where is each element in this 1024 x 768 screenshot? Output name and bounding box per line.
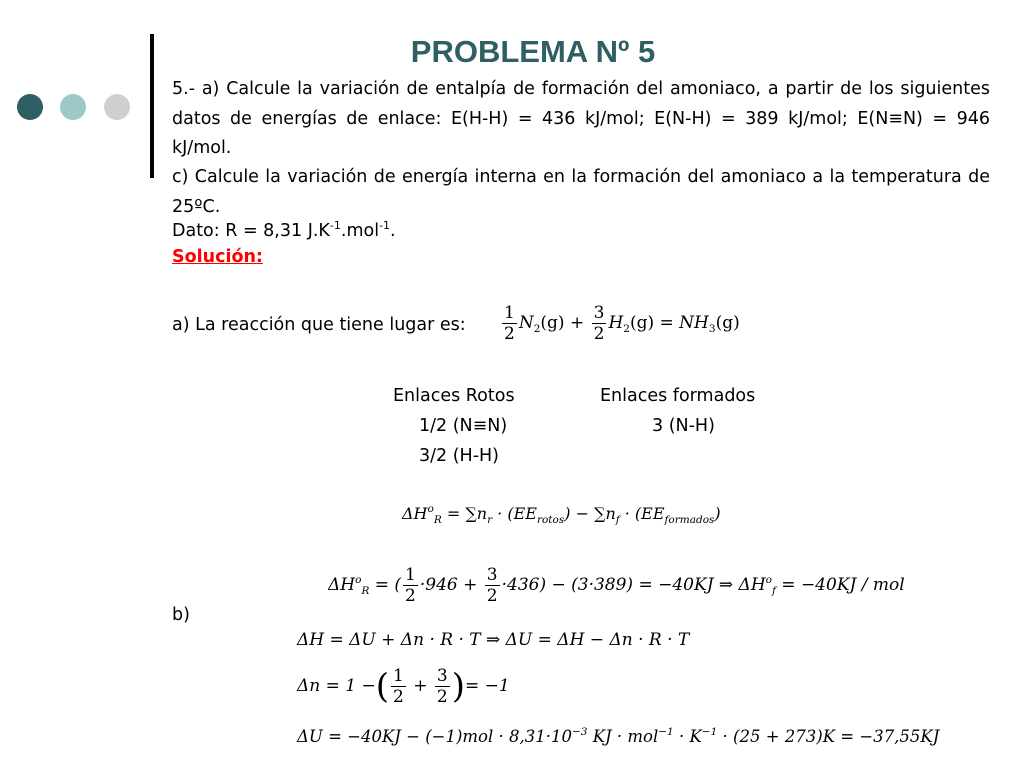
decor-dot-dark xyxy=(17,94,43,120)
delta-n-calculation: Δn = 1 −( $\frac{1}{2}$ + $\frac{3}{2}$ )= −1 xyxy=(297,666,510,707)
decor-dot-mid xyxy=(60,94,86,120)
page-title: PROBLEMA Nº 5 xyxy=(410,34,656,69)
statement-part-c: c) Calcule la variación de energía interna en la formación del amoniaco a la temperatura de 25ºC. xyxy=(172,167,990,217)
part-a-intro: a) La reacción que tiene lugar es: xyxy=(172,315,466,335)
statement-dato: Dato: R = 8,31 $J.K^{-1}.mol^{-1}$. xyxy=(172,219,396,241)
header-formed-bonds: Enlaces formados xyxy=(600,386,756,406)
internal-energy-result: $\Delta U = -40KJ - (-1)mol \cdot 8,31\cdot 10^{-3}$ KJ · $mol^{-1} \cdot K^{-1} \cdot (25 + 273)K = -37,55KJ$ xyxy=(297,726,940,746)
statement-part-a: 5.- a) Calcule la variación de entalpía de formación del amoniaco, a partir de los siguientes datos de energías de enlace: E(H-H) = 436 kJ/mol; E(N-H) = 389 kJ/mol; E(N≡N) = 946 kJ/mol. xyxy=(172,79,990,158)
decor-dot-light xyxy=(104,94,130,120)
enthalpy-calculation: $\Delta H^o_R$ = ( $\frac{1}{2}$ ·946 + $\frac{3}{2}$ ·436) − (3·389) = −40KJ ⇒ $\Delta H^o_f = -40KJ$ / mol xyxy=(328,565,905,601)
header-broken-bonds: Enlaces Rotos xyxy=(393,386,515,406)
reaction-equation: $\frac{1}{2}$ $N_2(g)$ + $\frac{3}{2}$ $H_2(g) = NH_3(g)$ xyxy=(504,303,740,344)
formed-bond-nh: 3 (N-H) xyxy=(652,416,715,436)
enthalpy-formula: $\Delta H^o_R = \sum n_r \cdot (EE_{rotos}) - \sum n_f \cdot (EE_{formados})$ xyxy=(402,503,721,526)
part-b-label: b) xyxy=(172,605,190,625)
solution-label: Solución: xyxy=(172,247,263,267)
broken-bond-nn: 1/2 (N≡N) xyxy=(419,416,508,436)
broken-bond-hh: 3/2 (H-H) xyxy=(419,446,500,466)
internal-energy-relation: ΔH = ΔU + Δn · R · T ⇒ ΔU = ΔH − Δn · R · T xyxy=(297,630,690,650)
